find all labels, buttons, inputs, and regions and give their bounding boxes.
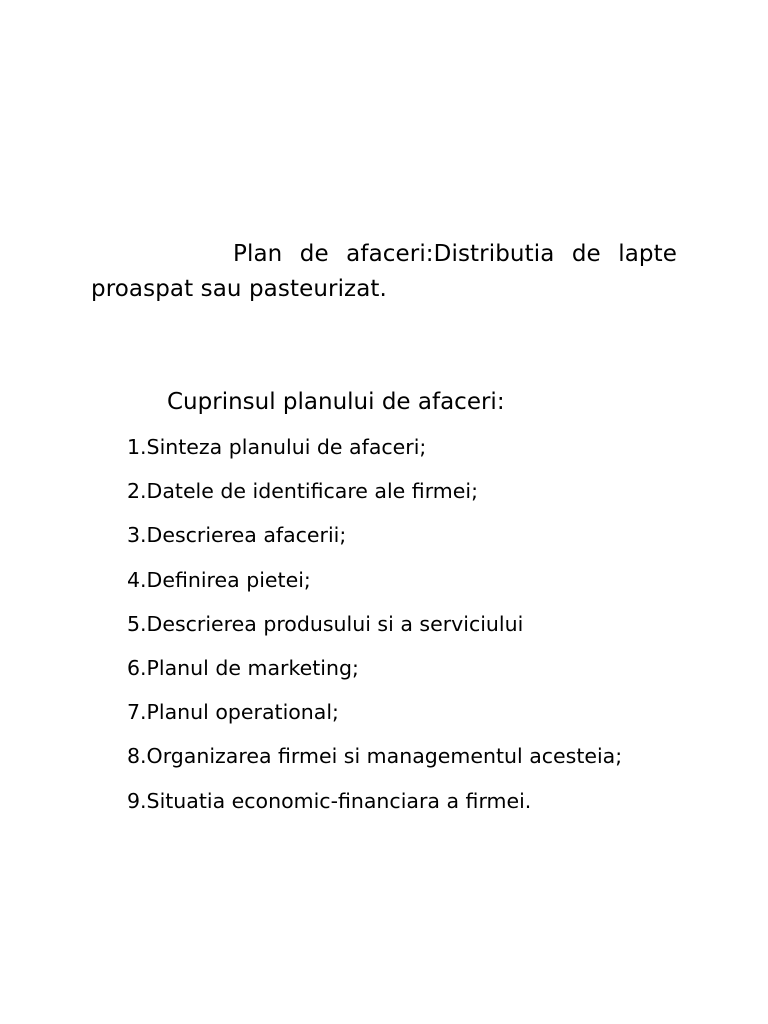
toc-item: 7.Planul operational;: [127, 700, 339, 725]
toc-item: 8.Organizarea firmei si managementul acesteia;: [127, 744, 623, 769]
toc-heading: Cuprinsul planului de afaceri:: [167, 389, 505, 415]
toc-item: 1.Sinteza planului de afaceri;: [127, 435, 427, 459]
toc-item: 9.Situatia economic-financiara a firmei.: [127, 788, 532, 813]
toc-item: 5.Descrierea produsului si a serviciului: [127, 611, 524, 636]
toc-list: [127, 433, 622, 831]
toc-item: 3.Descrierea afacerii;: [127, 523, 347, 548]
toc-item: 4.Definirea pietei;: [127, 567, 311, 592]
toc-item: 2.Datele de identificare ale firmei;: [127, 479, 478, 504]
toc-item: 6.Planul de marketing;: [127, 655, 359, 680]
document-title: Plan de afaceri:Distributia de lapte proaspat sau pasteurizat.: [91, 241, 677, 302]
